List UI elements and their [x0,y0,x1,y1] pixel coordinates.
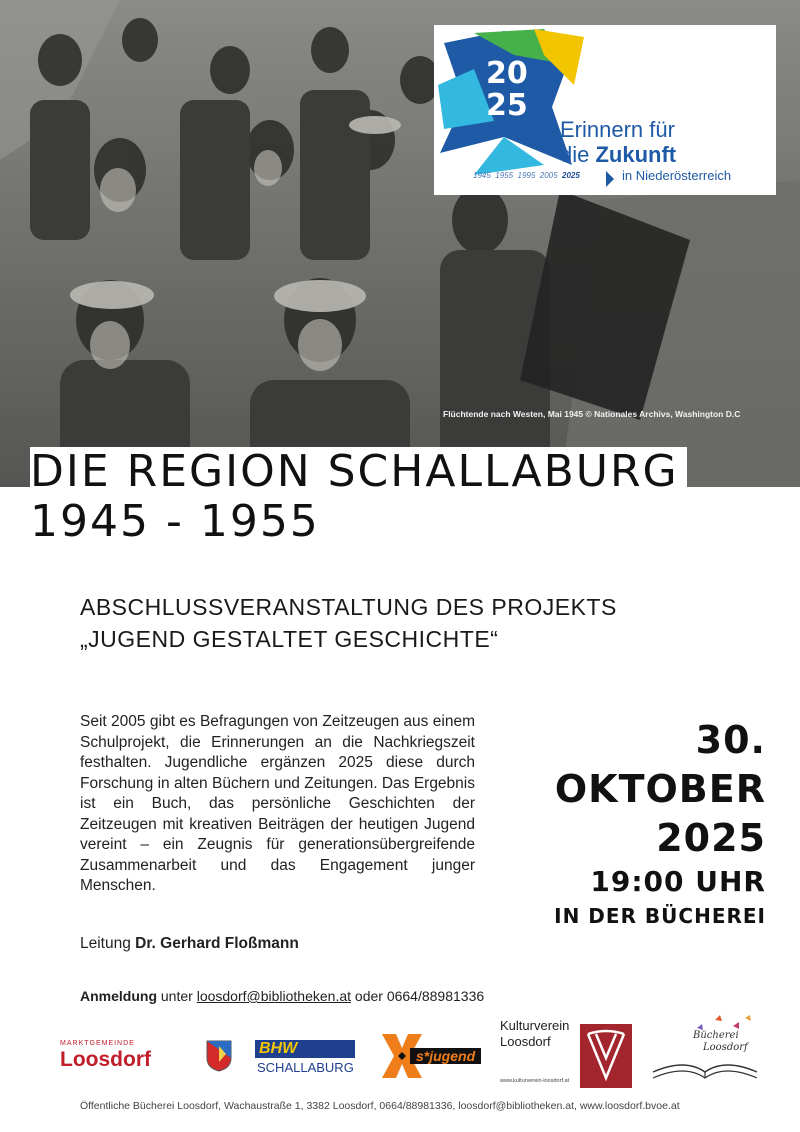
buecherei-logo [645,1010,765,1085]
logo-line2-bold: Zukunft [595,142,677,167]
photo-caption: Flüchtende nach Westen, Mai 1945 © Nationales Archivs, Washington D.C [443,409,741,419]
description-text: Seit 2005 gibt es Befragungen von Zeitzeugen aus einem Schulprojekt, die Erinnerungen an die Nachkriegszeit festhalten. Jugendliche ergänzen 2025 diese durch Forschung in alten Büchern und Zeitungen. Das Ergebnis ist ein Buch, das persönliche Geschichten der Zeitzeugen mit kreativen Beiträgen der heutigen Jugend vereint – ein Zeugnis für generationsübergreifende Zusammenarbeit und das Engagement junger Menschen. [80,713,475,894]
kulturverein-line1: Kulturverein [500,1018,570,1033]
title-line-1: DIE REGION SCHALLABURG [30,447,687,497]
event-date-block [554,716,766,931]
kulturverein-emblem-icon [580,1024,632,1088]
logo-line1: Erinnern für [560,117,675,142]
loosdorf-logo [60,1040,235,1080]
leitung-label: Leitung [80,935,136,952]
logo-line2-prefix: die [560,142,596,167]
logo-digits-top: 20 [486,56,528,91]
loosdorf-coat-of-arms-icon [206,1040,232,1072]
event-day: 30. [695,718,766,762]
logo-year-bold: 2025 [562,171,580,180]
event-place: IN DER BÜCHEREI [554,904,766,928]
buecherei-line2: Loosdorf [703,1042,748,1053]
leitung-name: Dr. Gerhard Floßmann [135,935,299,952]
event-title [30,447,687,547]
leitung [80,935,299,953]
bhw-logo-top: BHW [259,1040,298,1057]
sjugend-logo [380,1032,500,1082]
logo-year: 2005 [539,171,558,180]
title-line-2: 1945 - 1955 [30,497,328,547]
logo-line2 [560,142,676,168]
registration-text2: oder 0664/88981336 [351,988,485,1004]
logo-year: 1955 [495,171,514,180]
registration-email-link[interactable]: loosdorf@bibliotheken.at [196,988,352,1004]
bhw-schallaburg-logo [255,1040,360,1080]
subtitle-line-2: „JUGEND GESTALTET GESCHICHTE“ [80,626,499,652]
event-month: OKTOBER [554,767,766,811]
logo-region: in Niederösterreich [622,168,732,183]
partner-logos [60,1010,780,1090]
footer-address: Öffentliche Bücherei Loosdorf, Wachaustraße 1, 3382 Loosdorf, 0664/88981336, loosdorf@bibliotheken.at, www.loosdorf.bvoe.at [80,1100,680,1112]
sjugend-label: s*jugend [410,1048,481,1064]
logo-years [473,171,580,180]
event-year: 2025 [656,816,766,860]
registration-text1: unter [157,988,197,1004]
registration-label: Anmeldung [80,988,157,1004]
logo-year: 1995 [517,171,536,180]
loosdorf-logo-name: Loosdorf [60,1048,151,1071]
event-subtitle [80,591,617,655]
buecherei-line1: Bücherei [693,1030,739,1041]
registration [80,988,484,1004]
kulturverein-url: www.kulturverein-loosdorf.at [500,1078,570,1084]
event-time: 19:00 UHR [590,865,766,898]
subtitle-line-1: ABSCHLUSSVERANSTALTUNG DES PROJEKTS [80,594,617,620]
kulturverein-logo [500,1018,640,1090]
kulturverein-line2: Loosdorf [500,1034,551,1049]
logo-year: 1945 [473,171,491,180]
bhw-logo-bottom: SCHALLABURG [257,1060,354,1075]
campaign-logo [434,25,776,195]
loosdorf-logo-top: MARKTGEMEINDE [60,1040,135,1047]
logo-digits-bottom: 25 [486,88,528,123]
